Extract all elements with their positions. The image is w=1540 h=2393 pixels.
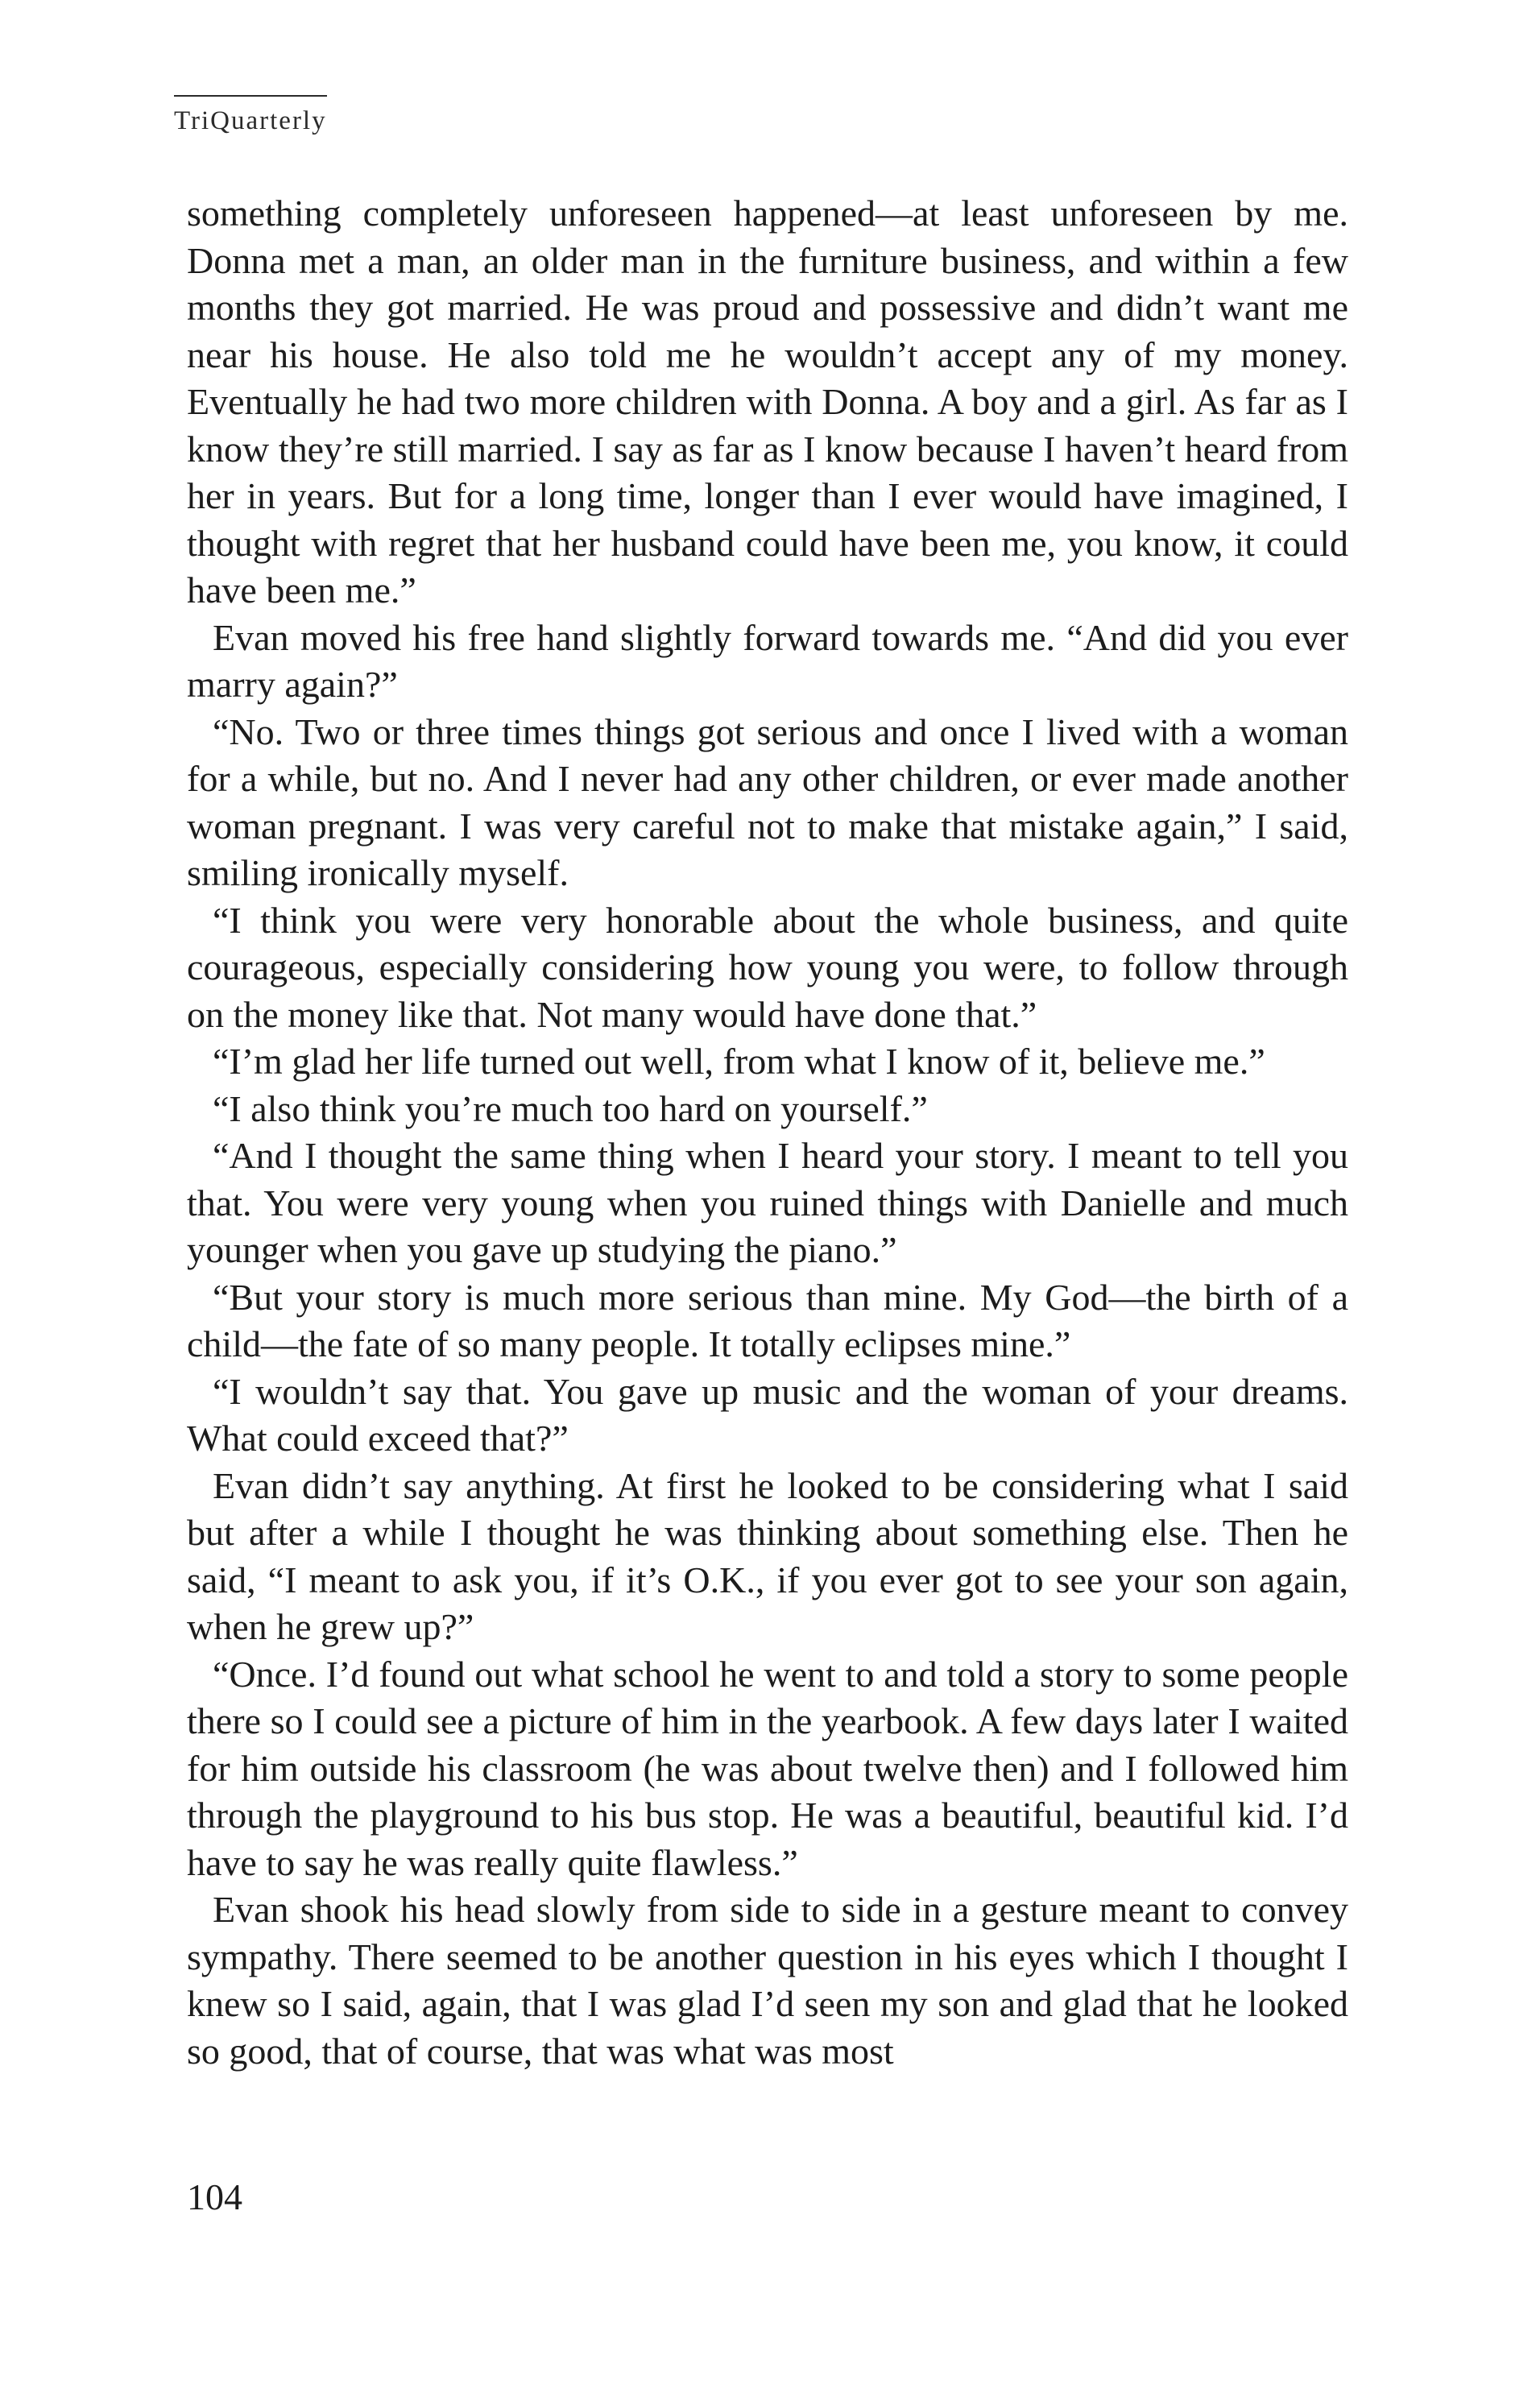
paragraph: “No. Two or three times things got serious and once I lived with a woman for a while, but no. And I never had any other children, or ever made another woman pregnant. I was very careful not to make that mistake again,” I said, smiling ironically myself. — [187, 710, 1348, 893]
running-head: TriQuarterly — [174, 95, 327, 137]
paragraph: Evan moved his free hand slightly forward towards me. “And did you ever marry again?” — [187, 616, 1348, 705]
body-text — [187, 190, 1348, 2075]
paragraph: “I think you were very honorable about the whole business, and quite courageous, especially considering how young you were, to follow through on the money like that. Not many would have done that.” — [187, 899, 1348, 1035]
paragraph: “Once. I’d found out what school he went to and told a story to some people there so I could see a picture of him in the yearbook. A few days later I waited for him outside his classroom (he was about twelve then) and I followed him through the playground to his bus stop. He was a beautiful, beautiful kid. I’d have to say he was really quite flawless.” — [187, 1653, 1348, 1883]
paragraph: “I’m glad her life turned out well, from what I know of it, believe me.” — [213, 1041, 1265, 1082]
paragraph: “And I thought the same thing when I heard your story. I meant to tell you that. You were very young when you ruined things with Danielle and much younger when you gave up studying the piano.” — [187, 1135, 1348, 1270]
paragraph: “But your story is much more serious than mine. My God—the birth of a child—the fate of so many people. It totally eclipses mine.” — [187, 1276, 1348, 1364]
paragraph: something completely unforeseen happened—at least unforeseen by me. Donna met a man, an older man in the furniture business, and within a few months they got married. He was proud and possessive and didn’t want me near his house. He also told me he wouldn’t accept any of my money. Eventually he had two more children with Donna. A boy and a girl. As far as I know they’re still married. I say as far as I know because I haven’t heard from her in years. But for a long time, longer than I ever would have imagined, I thought with regret that her husband could have been me, you know, it could have been me.” — [187, 193, 1348, 611]
page-number: 104 — [187, 2176, 242, 2217]
paragraph: Evan didn’t say anything. At first he looked to be considering what I said but after a while I thought he was thinking about something else. Then he said, “I meant to ask you, if it’s O.K., if you ever got to see your son again, when he grew up?” — [187, 1464, 1348, 1647]
paragraph: “I also think you’re much too hard on yourself.” — [213, 1087, 928, 1129]
paragraph: “I wouldn’t say that. You gave up music and the woman of your dreams. What could exceed that?” — [187, 1370, 1348, 1459]
paragraph: Evan shook his head slowly from side to side in a gesture meant to convey sympathy. There seemed to be another question in his eyes which I thought I knew so I said, again, that I was glad I’d seen my son and glad that he looked so good, that of course, that was what was most — [187, 1889, 1348, 2072]
